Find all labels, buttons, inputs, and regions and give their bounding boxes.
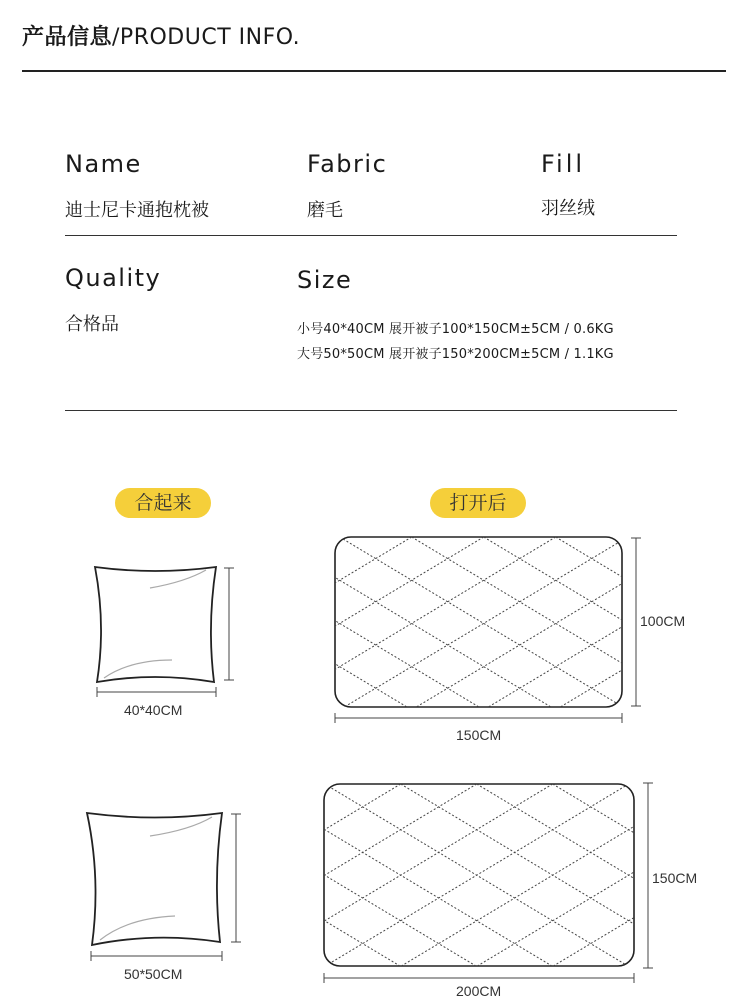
fill-label: Fill bbox=[541, 150, 586, 178]
large-quilt-width-marker bbox=[324, 973, 634, 983]
large-pillow-dim-label: 50*50CM bbox=[124, 966, 183, 982]
quality-label: Quality bbox=[65, 264, 162, 292]
fabric-label: Fabric bbox=[307, 150, 388, 178]
small-pillow-dim-label: 40*40CM bbox=[124, 702, 183, 718]
large-quilt-width-label: 200CM bbox=[456, 983, 502, 999]
large-pillow-height-marker bbox=[231, 814, 241, 942]
fabric-value: 磨毛 bbox=[307, 200, 343, 221]
small-pillow-icon bbox=[95, 567, 216, 682]
small-pillow-width-marker bbox=[97, 687, 216, 697]
page-title-en: /PRODUCT INFO. bbox=[112, 25, 301, 50]
large-pillow-icon bbox=[87, 813, 222, 945]
small-quilt-width-label: 150CM bbox=[456, 727, 502, 743]
folded-badge: 合起来 bbox=[115, 488, 211, 518]
size-label: Size bbox=[297, 266, 353, 294]
quality-value: 合格品 bbox=[65, 314, 119, 335]
size-line-large: 大号50*50CM 展开被子150*200CM±5CM / 1.1KG bbox=[297, 347, 614, 362]
small-quilt-width-marker bbox=[335, 713, 622, 723]
page-title-cn: 产品信息 bbox=[22, 25, 113, 50]
unfolded-badge: 打开后 bbox=[430, 488, 526, 518]
large-quilt-height-label: 150CM bbox=[652, 870, 698, 886]
fill-value: 羽丝绒 bbox=[541, 198, 595, 219]
small-pillow-height-marker bbox=[224, 568, 234, 680]
large-pillow-width-marker bbox=[91, 951, 222, 961]
size-line-small: 小号40*40CM 展开被子100*150CM±5CM / 0.6KG bbox=[297, 322, 614, 337]
name-value: 迪士尼卡通抱枕被 bbox=[65, 200, 209, 221]
name-label: Name bbox=[65, 150, 142, 178]
small-quilt-height-label: 100CM bbox=[640, 613, 686, 629]
